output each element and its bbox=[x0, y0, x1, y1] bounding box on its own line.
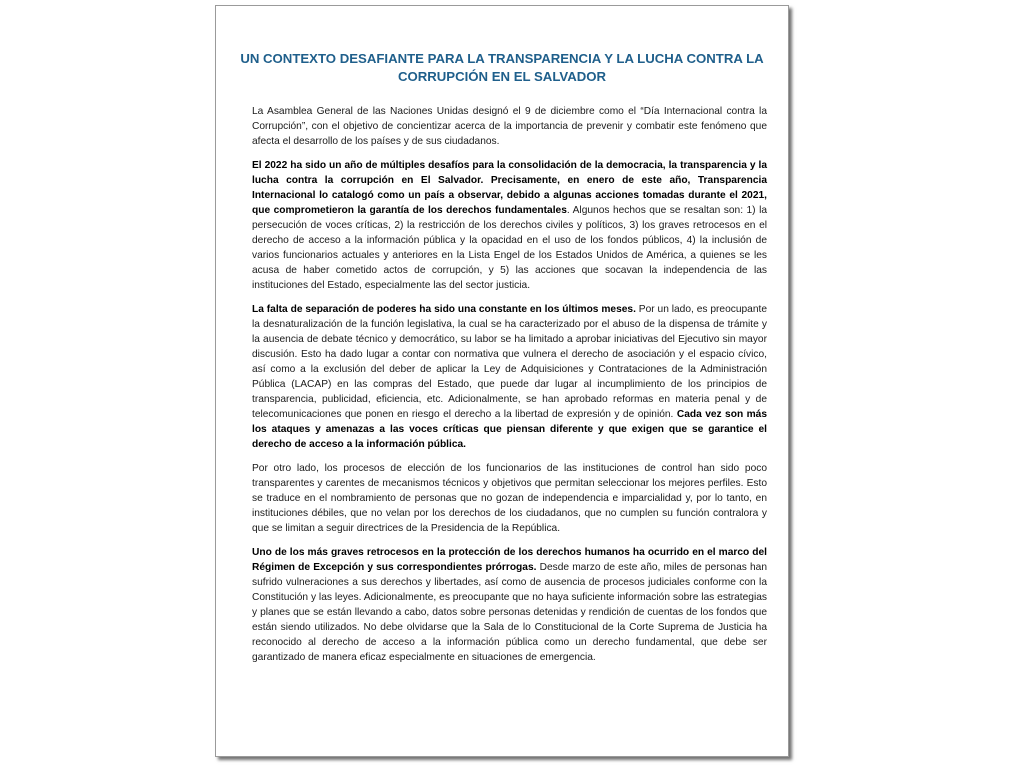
paragraph-3 bbox=[252, 302, 767, 452]
title-line-2: CORRUPCIÓN EN EL SALVADOR bbox=[397, 69, 607, 84]
paragraph-2 bbox=[252, 158, 767, 293]
paragraph-text: Por un lado, es preocupante la desnaturalización de la función legislativa, la cual se ha caracterizado por el abuso de la dispensa de trámite y la ausencia de debate técnico y democrático, su labor se ha limitado a aprobar iniciativas del Ejecutivo sin mayor discusión. Esto ha dado lugar a contar con normativa que vulnera el derecho de asociación y el espacio cívico, así como a la exclusión del deber de aplicar la Ley de Adquisiciones y Contrataciones de la Administración Pública (LACAP) en las compras del Estado, que puede dar lugar al incumplimiento de los principios de transparencia, publicidad, eficiencia, etc. Adicionalmente, se han aprobado reformas en materia penal y de telecomunicaciones que ponen en riesgo el derecho a la libertad de expresión y de opinión. bbox=[252, 304, 767, 420]
paragraph-bold-lead: La falta de separación de poderes ha sido una constante en los últimos meses. bbox=[252, 304, 636, 315]
document-body bbox=[252, 104, 767, 674]
paragraph-text: . Algunos hechos que se resaltan son: 1) la persecución de voces críticas, 2) la restricción de los derechos civiles y políticos, 3) los graves retrocesos en el derecho de acceso a la información pública y la opacidad en el uso de los fondos públicos, 4) la inclusión de varios funcionarios actuales y anteriores en la Lista Engel de los Estados Unidos de América, a quienes se les acusa de haber cometido actos de corrupción, y 5) las acciones que socavan la independencia de las instituciones del Estado, especialmente las del sector justicia. bbox=[252, 205, 767, 291]
paragraph-text: Desde marzo de este año, miles de personas han sufrido vulneraciones a sus derechos y libertades, así como de ausencia de procesos judiciales conforme con la Constitución y las leyes. Adicionalmente, es preocupante que no haya suficiente información sobre las estrategias y planes que se están llevando a cabo, datos sobre personas detenidas y rendición de cuentas de los fondos que están siendo utilizados. No debe olvidarse que la Sala de lo Constitucional de la Corte Suprema de Justicia ha reconocido al derecho de acceso a la información pública como un derecho fundamental, que debe ser garantizado de manera eficaz especialmente en situaciones de emergencia. bbox=[252, 562, 767, 663]
paragraph-bold-end: Cada vez son más los ataques y amenazas a las voces críticas que piensan diferente y que exigen que se garantice el derecho de acceso a la información pública. bbox=[252, 409, 767, 450]
paragraph-text: La Asamblea General de las Naciones Unidas designó el 9 de diciembre como el “Día Internacional contra la Corrupción”, con el objetivo de concientizar acerca de la importancia de prevenir y combatir este fenómeno que afecta el desarrollo de los países y de sus ciudadanos. bbox=[252, 106, 767, 147]
paragraph-text: Por otro lado, los procesos de elección de los funcionarios de las instituciones de control han sido poco transparentes y carentes de mecanismos técnicos y objetivos que permitan seleccionar los mejores perfiles. Esto se traduce en el nombramiento de personas que no gozan de independencia e imparcialidad y, por lo tanto, en instituciones débiles, que no velan por los derechos de los ciudadanos, que no cumplen su función contralora y que se limitan a seguir directrices de la Presidencia de la República. bbox=[252, 463, 767, 534]
paragraph-4 bbox=[252, 461, 767, 536]
title-line-1: UN CONTEXTO DESAFIANTE PARA LA TRANSPARENCIA Y LA LUCHA CONTRA LA bbox=[240, 51, 764, 66]
paragraph-1 bbox=[252, 104, 767, 149]
paragraph-bold-lead: El 2022 ha sido un año de múltiples desafíos para la consolidación de la democracia, la transparencia y la lucha contra la corrupción en El Salvador. Precisamente, en enero de este año, Transparencia Internacional lo catalogó como un país a observar, debido a algunas acciones tomadas durante el 2021, que comprometieron la garantía de los derechos fundamentales bbox=[252, 160, 767, 216]
paragraph-5 bbox=[252, 545, 767, 665]
paragraph-bold-lead: Uno de los más graves retrocesos en la protección de los derechos humanos ha ocurrido en el marco del Régimen de Excepción y sus correspondientes prórrogas. bbox=[252, 547, 767, 573]
document-title bbox=[216, 50, 788, 86]
document-page bbox=[215, 5, 789, 757]
